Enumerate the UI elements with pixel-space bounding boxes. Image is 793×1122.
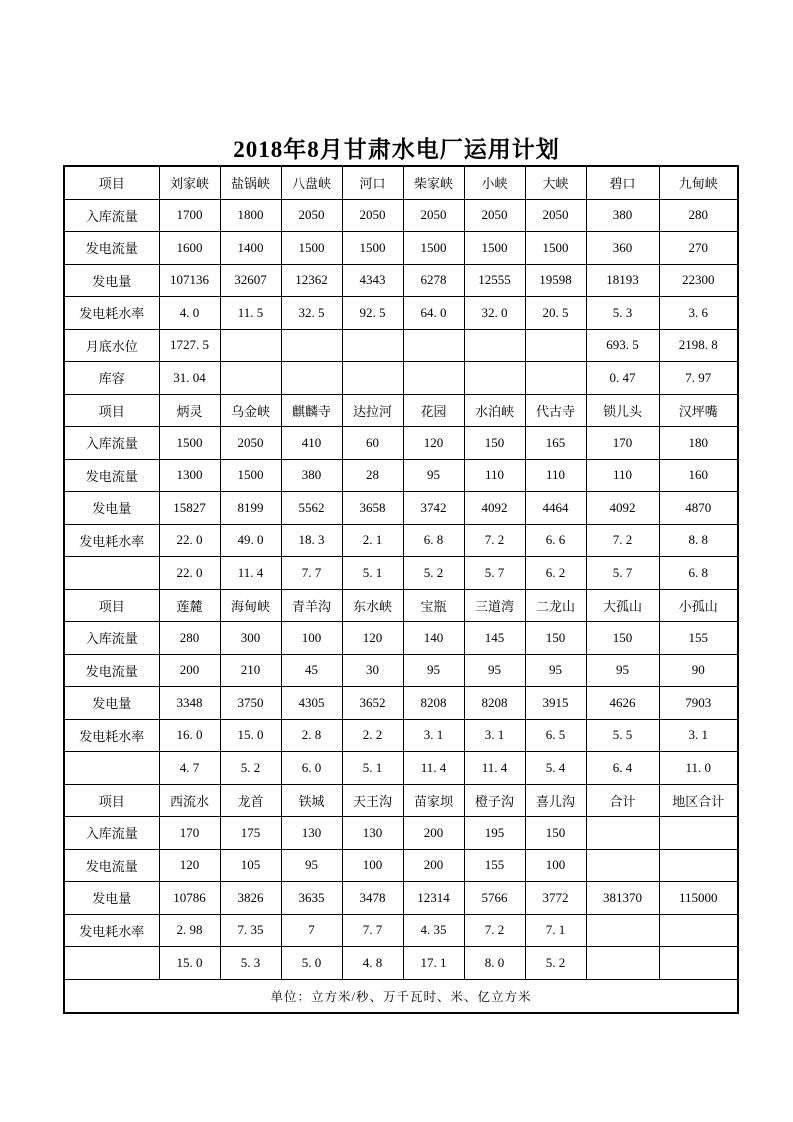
data-cell: 5562 xyxy=(281,492,342,525)
station-header-cell: 喜儿沟 xyxy=(525,784,586,817)
data-cell: 170 xyxy=(586,427,659,460)
data-cell: 360 xyxy=(586,232,659,265)
data-cell xyxy=(586,947,659,980)
data-cell: 2050 xyxy=(525,199,586,232)
table-row xyxy=(64,687,738,720)
data-cell: 7. 7 xyxy=(342,914,403,947)
station-header-cell: 碧口 xyxy=(586,166,659,199)
table-row xyxy=(64,459,738,492)
data-cell: 22300 xyxy=(659,264,738,297)
data-cell: 1500 xyxy=(342,232,403,265)
data-cell: 5. 2 xyxy=(220,752,281,785)
data-cell: 3652 xyxy=(342,687,403,720)
section-header-row xyxy=(64,784,738,817)
table-row xyxy=(64,817,738,850)
data-cell: 1500 xyxy=(220,459,281,492)
item-column-header: 项目 xyxy=(64,784,159,817)
data-cell: 6278 xyxy=(403,264,464,297)
data-cell: 22. 0 xyxy=(159,557,220,590)
data-cell: 64. 0 xyxy=(403,297,464,330)
station-header-cell: 河口 xyxy=(342,166,403,199)
station-header-cell: 莲麓 xyxy=(159,589,220,622)
data-cell: 11. 4 xyxy=(220,557,281,590)
data-cell: 3915 xyxy=(525,687,586,720)
station-header-cell: 小孤山 xyxy=(659,589,738,622)
data-cell: 150 xyxy=(525,817,586,850)
data-cell: 2050 xyxy=(342,199,403,232)
station-header-cell: 地区合计 xyxy=(659,784,738,817)
data-cell: 95 xyxy=(403,459,464,492)
data-cell: 32. 5 xyxy=(281,297,342,330)
table-row xyxy=(64,232,738,265)
table-row xyxy=(64,297,738,330)
data-cell: 2. 8 xyxy=(281,719,342,752)
data-cell: 95 xyxy=(525,654,586,687)
data-cell: 11. 0 xyxy=(659,752,738,785)
data-cell: 1800 xyxy=(220,199,281,232)
data-cell: 1600 xyxy=(159,232,220,265)
units-note: 单位：立方米/秒、万千瓦时、米、亿立方米 xyxy=(64,979,738,1013)
data-cell: 15. 0 xyxy=(159,947,220,980)
table-row xyxy=(64,362,738,395)
data-cell: 140 xyxy=(403,622,464,655)
data-cell: 32. 0 xyxy=(464,297,525,330)
row-label: 发电量 xyxy=(64,687,159,720)
data-cell: 381370 xyxy=(586,882,659,915)
table-row xyxy=(64,199,738,232)
section-header-row xyxy=(64,166,738,199)
row-label: 入库流量 xyxy=(64,199,159,232)
station-header-cell: 宝瓶 xyxy=(403,589,464,622)
data-cell: 3478 xyxy=(342,882,403,915)
data-cell: 150 xyxy=(586,622,659,655)
data-cell: 115000 xyxy=(659,882,738,915)
data-cell xyxy=(403,362,464,395)
data-cell: 95 xyxy=(464,654,525,687)
item-column-header: 项目 xyxy=(64,166,159,199)
station-header-cell: 麒麟寺 xyxy=(281,394,342,427)
data-cell: 2050 xyxy=(220,427,281,460)
station-header-cell: 三道湾 xyxy=(464,589,525,622)
data-cell: 170 xyxy=(159,817,220,850)
data-cell: 5. 5 xyxy=(586,719,659,752)
station-header-cell: 天王沟 xyxy=(342,784,403,817)
data-cell: 300 xyxy=(220,622,281,655)
table-row xyxy=(64,329,738,362)
data-cell: 12314 xyxy=(403,882,464,915)
data-cell: 92. 5 xyxy=(342,297,403,330)
data-cell xyxy=(464,329,525,362)
data-cell: 6. 6 xyxy=(525,524,586,557)
data-cell: 380 xyxy=(586,199,659,232)
data-cell: 1500 xyxy=(403,232,464,265)
data-cell: 2. 98 xyxy=(159,914,220,947)
data-cell: 120 xyxy=(342,622,403,655)
data-cell xyxy=(342,329,403,362)
data-cell: 7903 xyxy=(659,687,738,720)
data-cell: 1500 xyxy=(464,232,525,265)
station-header-cell: 合计 xyxy=(586,784,659,817)
data-cell: 18. 3 xyxy=(281,524,342,557)
data-cell: 4343 xyxy=(342,264,403,297)
row-label: 发电流量 xyxy=(64,459,159,492)
data-cell: 4092 xyxy=(464,492,525,525)
data-cell: 380 xyxy=(281,459,342,492)
data-cell: 107136 xyxy=(159,264,220,297)
data-cell: 8. 0 xyxy=(464,947,525,980)
row-label: 入库流量 xyxy=(64,427,159,460)
data-cell: 5. 1 xyxy=(342,752,403,785)
station-header-cell: 水泊峡 xyxy=(464,394,525,427)
data-cell: 130 xyxy=(342,817,403,850)
data-cell: 3. 1 xyxy=(464,719,525,752)
data-cell: 10786 xyxy=(159,882,220,915)
data-cell: 200 xyxy=(159,654,220,687)
data-cell xyxy=(659,914,738,947)
data-cell xyxy=(281,362,342,395)
row-label xyxy=(64,752,159,785)
data-cell: 410 xyxy=(281,427,342,460)
row-label xyxy=(64,947,159,980)
data-cell: 3772 xyxy=(525,882,586,915)
data-cell: 16. 0 xyxy=(159,719,220,752)
data-cell: 2050 xyxy=(464,199,525,232)
data-cell: 270 xyxy=(659,232,738,265)
data-cell: 3750 xyxy=(220,687,281,720)
data-cell: 7 xyxy=(281,914,342,947)
data-cell: 110 xyxy=(464,459,525,492)
data-cell: 130 xyxy=(281,817,342,850)
data-cell: 5. 2 xyxy=(525,947,586,980)
row-label: 发电耗水率 xyxy=(64,297,159,330)
data-cell: 5. 3 xyxy=(586,297,659,330)
data-cell: 165 xyxy=(525,427,586,460)
station-header-cell: 苗家坝 xyxy=(403,784,464,817)
data-cell: 95 xyxy=(586,654,659,687)
data-cell: 31. 04 xyxy=(159,362,220,395)
data-cell: 22. 0 xyxy=(159,524,220,557)
row-label: 发电耗水率 xyxy=(64,914,159,947)
data-cell: 2. 1 xyxy=(342,524,403,557)
data-cell xyxy=(281,329,342,362)
station-header-cell: 代古寺 xyxy=(525,394,586,427)
station-header-cell: 汉坪嘴 xyxy=(659,394,738,427)
table-row xyxy=(64,882,738,915)
data-cell: 7. 97 xyxy=(659,362,738,395)
data-cell: 12362 xyxy=(281,264,342,297)
data-cell: 2050 xyxy=(281,199,342,232)
data-cell: 20. 5 xyxy=(525,297,586,330)
data-cell: 280 xyxy=(659,199,738,232)
data-cell: 195 xyxy=(464,817,525,850)
row-label: 发电量 xyxy=(64,492,159,525)
data-cell: 0. 47 xyxy=(586,362,659,395)
station-header-cell: 海甸峡 xyxy=(220,589,281,622)
data-cell: 1400 xyxy=(220,232,281,265)
station-header-cell: 铁城 xyxy=(281,784,342,817)
data-cell: 6. 4 xyxy=(586,752,659,785)
data-cell: 28 xyxy=(342,459,403,492)
data-cell: 4626 xyxy=(586,687,659,720)
station-header-cell: 龙首 xyxy=(220,784,281,817)
station-header-cell: 盐锅峡 xyxy=(220,166,281,199)
data-cell: 4305 xyxy=(281,687,342,720)
data-cell: 5. 0 xyxy=(281,947,342,980)
station-header-cell: 八盘峡 xyxy=(281,166,342,199)
station-header-cell: 达拉河 xyxy=(342,394,403,427)
data-cell: 7. 2 xyxy=(586,524,659,557)
data-cell: 1700 xyxy=(159,199,220,232)
data-cell xyxy=(586,817,659,850)
table-row xyxy=(64,264,738,297)
data-cell: 15. 0 xyxy=(220,719,281,752)
data-cell: 105 xyxy=(220,849,281,882)
data-cell: 3742 xyxy=(403,492,464,525)
row-label: 发电流量 xyxy=(64,654,159,687)
data-cell: 3635 xyxy=(281,882,342,915)
data-cell: 4. 35 xyxy=(403,914,464,947)
data-cell: 210 xyxy=(220,654,281,687)
data-cell: 5. 7 xyxy=(464,557,525,590)
data-cell: 5. 2 xyxy=(403,557,464,590)
table-row xyxy=(64,427,738,460)
data-cell: 100 xyxy=(281,622,342,655)
station-header-cell: 东水峡 xyxy=(342,589,403,622)
station-header-cell: 二龙山 xyxy=(525,589,586,622)
data-cell xyxy=(659,817,738,850)
row-label: 发电耗水率 xyxy=(64,524,159,557)
data-cell: 2050 xyxy=(403,199,464,232)
data-cell: 8208 xyxy=(464,687,525,720)
data-cell: 4. 8 xyxy=(342,947,403,980)
station-header-cell: 柴家峡 xyxy=(403,166,464,199)
data-cell: 1500 xyxy=(159,427,220,460)
table-row xyxy=(64,914,738,947)
data-cell: 7. 2 xyxy=(464,914,525,947)
data-cell xyxy=(220,362,281,395)
data-cell: 2. 2 xyxy=(342,719,403,752)
data-cell: 4. 0 xyxy=(159,297,220,330)
data-cell: 8199 xyxy=(220,492,281,525)
data-cell: 3. 1 xyxy=(403,719,464,752)
data-cell xyxy=(403,329,464,362)
data-cell xyxy=(525,329,586,362)
station-header-cell: 青羊沟 xyxy=(281,589,342,622)
data-cell xyxy=(586,849,659,882)
data-cell: 5. 1 xyxy=(342,557,403,590)
page-title: 2018年8月甘肃水电厂运用计划 xyxy=(233,137,560,162)
station-header-cell: 锁儿头 xyxy=(586,394,659,427)
data-cell: 120 xyxy=(159,849,220,882)
row-label: 入库流量 xyxy=(64,817,159,850)
row-label: 发电耗水率 xyxy=(64,719,159,752)
units-row xyxy=(64,979,738,1013)
data-cell: 120 xyxy=(403,427,464,460)
section-header-row xyxy=(64,589,738,622)
data-cell: 7. 2 xyxy=(464,524,525,557)
data-cell: 1727. 5 xyxy=(159,329,220,362)
data-cell: 95 xyxy=(403,654,464,687)
data-cell: 1500 xyxy=(281,232,342,265)
data-cell: 90 xyxy=(659,654,738,687)
data-cell: 6. 8 xyxy=(403,524,464,557)
data-cell xyxy=(586,914,659,947)
data-cell: 8208 xyxy=(403,687,464,720)
station-header-cell: 小峡 xyxy=(464,166,525,199)
data-cell: 693. 5 xyxy=(586,329,659,362)
row-label: 入库流量 xyxy=(64,622,159,655)
data-cell: 11. 4 xyxy=(403,752,464,785)
data-cell: 11. 5 xyxy=(220,297,281,330)
data-cell: 200 xyxy=(403,817,464,850)
data-cell: 5. 7 xyxy=(586,557,659,590)
data-cell: 11. 4 xyxy=(464,752,525,785)
data-cell: 32607 xyxy=(220,264,281,297)
table-row xyxy=(64,492,738,525)
data-cell: 18193 xyxy=(586,264,659,297)
data-cell: 100 xyxy=(342,849,403,882)
table-row xyxy=(64,849,738,882)
data-cell: 180 xyxy=(659,427,738,460)
station-header-cell: 炳灵 xyxy=(159,394,220,427)
data-cell: 155 xyxy=(659,622,738,655)
table-row xyxy=(64,719,738,752)
data-cell: 7. 7 xyxy=(281,557,342,590)
row-label xyxy=(64,557,159,590)
data-cell: 7. 35 xyxy=(220,914,281,947)
data-cell: 3348 xyxy=(159,687,220,720)
table-row xyxy=(64,557,738,590)
data-cell: 12555 xyxy=(464,264,525,297)
data-cell: 95 xyxy=(281,849,342,882)
station-header-cell: 大孤山 xyxy=(586,589,659,622)
item-column-header: 项目 xyxy=(64,394,159,427)
data-cell: 4. 7 xyxy=(159,752,220,785)
data-cell: 5. 3 xyxy=(220,947,281,980)
data-cell xyxy=(220,329,281,362)
section-header-row xyxy=(64,394,738,427)
data-cell: 5766 xyxy=(464,882,525,915)
data-cell: 49. 0 xyxy=(220,524,281,557)
data-cell xyxy=(659,849,738,882)
data-cell: 6. 8 xyxy=(659,557,738,590)
data-cell: 3658 xyxy=(342,492,403,525)
data-cell: 145 xyxy=(464,622,525,655)
data-cell: 150 xyxy=(464,427,525,460)
data-cell: 5. 4 xyxy=(525,752,586,785)
station-header-cell: 花园 xyxy=(403,394,464,427)
data-cell: 4464 xyxy=(525,492,586,525)
data-cell: 4092 xyxy=(586,492,659,525)
station-header-cell: 西流水 xyxy=(159,784,220,817)
data-cell: 110 xyxy=(525,459,586,492)
data-cell: 17. 1 xyxy=(403,947,464,980)
data-cell: 110 xyxy=(586,459,659,492)
station-header-cell: 乌金峡 xyxy=(220,394,281,427)
data-cell: 3. 1 xyxy=(659,719,738,752)
data-cell: 100 xyxy=(525,849,586,882)
data-cell xyxy=(525,362,586,395)
data-cell: 3826 xyxy=(220,882,281,915)
hydropower-plan-table xyxy=(63,165,739,1014)
table-row xyxy=(64,654,738,687)
data-cell: 2198. 8 xyxy=(659,329,738,362)
data-cell: 4870 xyxy=(659,492,738,525)
row-label: 发电量 xyxy=(64,882,159,915)
row-label: 发电流量 xyxy=(64,849,159,882)
data-cell: 3. 6 xyxy=(659,297,738,330)
data-cell: 155 xyxy=(464,849,525,882)
station-header-cell: 九甸峡 xyxy=(659,166,738,199)
data-cell xyxy=(464,362,525,395)
data-cell: 175 xyxy=(220,817,281,850)
row-label: 月底水位 xyxy=(64,329,159,362)
data-cell: 1500 xyxy=(525,232,586,265)
data-cell: 8. 8 xyxy=(659,524,738,557)
data-cell: 150 xyxy=(525,622,586,655)
data-cell: 1300 xyxy=(159,459,220,492)
data-cell: 6. 2 xyxy=(525,557,586,590)
data-cell: 30 xyxy=(342,654,403,687)
station-header-cell: 橙子沟 xyxy=(464,784,525,817)
data-cell xyxy=(659,947,738,980)
item-column-header: 项目 xyxy=(64,589,159,622)
data-cell: 7. 1 xyxy=(525,914,586,947)
data-cell: 6. 0 xyxy=(281,752,342,785)
data-cell: 160 xyxy=(659,459,738,492)
data-cell: 19598 xyxy=(525,264,586,297)
data-cell: 60 xyxy=(342,427,403,460)
station-header-cell: 刘家峡 xyxy=(159,166,220,199)
table-row xyxy=(64,524,738,557)
row-label: 发电量 xyxy=(64,264,159,297)
data-cell: 45 xyxy=(281,654,342,687)
row-label: 库容 xyxy=(64,362,159,395)
data-cell: 200 xyxy=(403,849,464,882)
data-cell: 15827 xyxy=(159,492,220,525)
table-row xyxy=(64,947,738,980)
data-cell: 6. 5 xyxy=(525,719,586,752)
table-row xyxy=(64,622,738,655)
table-row xyxy=(64,752,738,785)
data-cell xyxy=(342,362,403,395)
row-label: 发电流量 xyxy=(64,232,159,265)
data-cell: 280 xyxy=(159,622,220,655)
station-header-cell: 大峡 xyxy=(525,166,586,199)
